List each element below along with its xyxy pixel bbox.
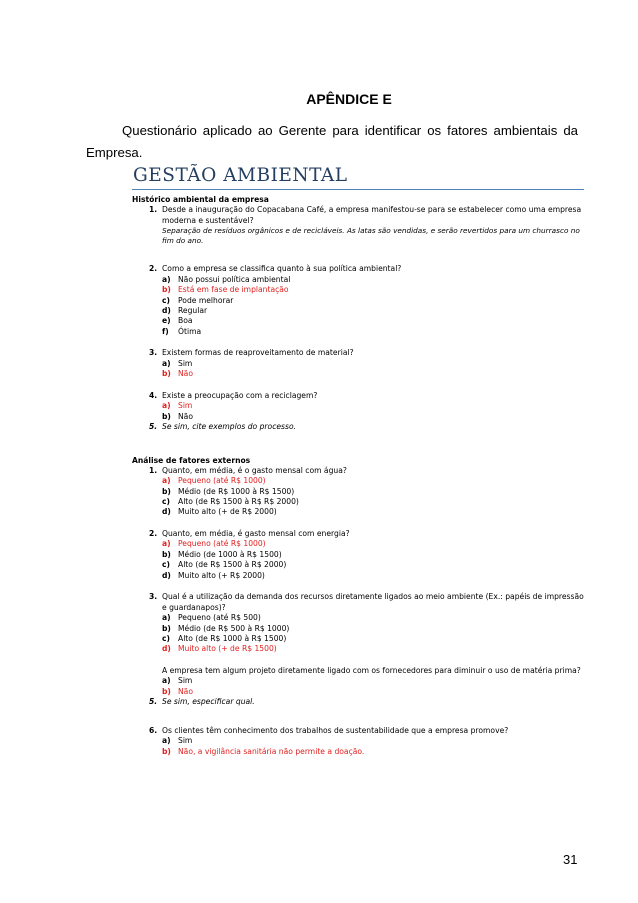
option-letter: f) bbox=[162, 326, 169, 336]
option-letter: d) bbox=[162, 570, 171, 580]
title-rule bbox=[132, 189, 584, 190]
question-number: 6. bbox=[149, 725, 158, 735]
question-number: 5. bbox=[149, 697, 158, 707]
answer-option bbox=[132, 316, 588, 326]
question-item bbox=[132, 466, 588, 477]
option-text: Não, a vigilância sanitária não permite a doação. bbox=[178, 746, 365, 756]
question-number: 1. bbox=[149, 465, 158, 475]
option-text: Não bbox=[178, 411, 193, 421]
question-item bbox=[132, 422, 588, 433]
question-item bbox=[132, 391, 588, 402]
question-item bbox=[132, 529, 588, 540]
answer-option bbox=[132, 747, 588, 757]
question-text: Desde a inauguração do Copacabana Café, a empresa manifestou-se para se estabelecer como uma empresa moderna e sustentável? bbox=[162, 205, 582, 225]
option-letter: b) bbox=[162, 285, 171, 295]
question-answer: Separação de resíduos orgânicos e de recicláveis. As latas são vendidas, e serão revertidos para um churrasco no fim do ano. bbox=[162, 226, 580, 246]
question-number: 3. bbox=[149, 592, 158, 602]
question-number: 4. bbox=[149, 390, 158, 400]
option-text: Boa bbox=[178, 316, 193, 326]
question-number: 5. bbox=[149, 422, 158, 432]
question-text: Como a empresa se classifica quanto à sua política ambiental? bbox=[162, 264, 402, 274]
option-list bbox=[132, 539, 588, 581]
answer-option bbox=[132, 644, 588, 654]
answer-option bbox=[132, 359, 588, 369]
option-text: Médio (de R$ 500 à R$ 1000) bbox=[178, 623, 290, 633]
answer-option bbox=[132, 487, 588, 497]
option-text: Regular bbox=[178, 306, 208, 315]
answer-option bbox=[132, 736, 588, 746]
section-heading-external: Análise de fatores externos bbox=[132, 455, 251, 465]
figure-title: GESTÃO AMBIENTAL bbox=[133, 165, 348, 186]
option-letter: c) bbox=[162, 295, 170, 305]
answer-option bbox=[132, 550, 588, 560]
option-text: Não bbox=[178, 369, 193, 379]
option-text: Alto (de R$ 1500 à R$ R$ 2000) bbox=[178, 497, 299, 507]
option-text: Médio (de R$ 1000 à R$ 1500) bbox=[178, 486, 295, 496]
option-letter: a) bbox=[162, 401, 171, 411]
question-text: Se sim, especificar qual. bbox=[162, 697, 255, 707]
option-text: Sim bbox=[178, 358, 193, 368]
option-text: Muito alto (+ de R$ 1500) bbox=[178, 644, 277, 654]
answer-option bbox=[132, 412, 588, 422]
answer-option bbox=[132, 497, 588, 507]
question-text: Os clientes têm conhecimento dos trabalhos de sustentabilidade que a empresa promove? bbox=[162, 725, 509, 735]
question-number: 3. bbox=[149, 348, 158, 358]
intro-paragraph: Questionário aplicado ao Gerente para identificar os fatores ambientais da Empresa. bbox=[86, 123, 578, 160]
answer-option bbox=[132, 676, 588, 686]
option-text: Sim bbox=[178, 736, 193, 746]
option-text: Médio (de 1000 à R$ 1500) bbox=[178, 549, 282, 559]
question-item bbox=[132, 697, 588, 708]
question-text: Qual é a utilização da demanda dos recursos diretamente ligados ao meio ambiente (Ex.: papéis de impressão e guardanapos)? bbox=[162, 592, 584, 612]
option-text: Pequeno (até R$ 1000) bbox=[178, 476, 266, 486]
option-letter: a) bbox=[162, 358, 171, 368]
page-number: 31 bbox=[563, 852, 578, 867]
question-text: Quanto, em média, é gasto mensal com energia? bbox=[162, 528, 350, 538]
option-letter: c) bbox=[162, 497, 170, 507]
option-letter: a) bbox=[162, 476, 171, 486]
option-letter: b) bbox=[162, 686, 171, 696]
option-list bbox=[132, 275, 588, 337]
option-list bbox=[132, 736, 588, 757]
option-letter: a) bbox=[162, 274, 171, 284]
option-text: Sim bbox=[178, 676, 193, 686]
page-title: APÊNDICE E bbox=[306, 91, 392, 107]
option-text: Muito alto (+ de R$ 2000) bbox=[178, 507, 277, 517]
answer-option bbox=[132, 296, 588, 306]
option-letter: b) bbox=[162, 623, 171, 633]
option-list bbox=[132, 401, 588, 422]
answer-option bbox=[132, 507, 588, 517]
section-heading-history: Histórico ambiental da empresa bbox=[132, 195, 269, 204]
option-text: Pequeno (até R$ 1000) bbox=[178, 539, 266, 549]
option-text: Ótima bbox=[178, 326, 202, 336]
question-number: 1. bbox=[149, 205, 158, 214]
option-text: Não possui política ambiental bbox=[178, 274, 291, 284]
option-letter: a) bbox=[162, 736, 171, 746]
option-text: Pode melhorar bbox=[178, 295, 234, 305]
question-text: Se sim, cite exemplos do processo. bbox=[162, 422, 297, 432]
question-text: A empresa tem algum projeto diretamente ligado com os fornecedores para diminuir o uso de matéria prima? bbox=[162, 665, 581, 675]
option-list bbox=[132, 359, 588, 380]
option-list bbox=[132, 613, 588, 655]
option-letter: a) bbox=[162, 613, 171, 623]
option-letter: b) bbox=[162, 549, 171, 559]
answer-option bbox=[132, 401, 588, 411]
option-text: Pequeno (até R$ 500) bbox=[178, 613, 261, 623]
option-text: Sim bbox=[178, 401, 193, 411]
option-letter: d) bbox=[162, 507, 171, 517]
option-letter: b) bbox=[162, 411, 171, 421]
questionnaire-figure bbox=[132, 164, 588, 757]
option-text: Muito alto (+ R$ 2000) bbox=[178, 570, 265, 580]
answer-option bbox=[132, 327, 588, 337]
option-list bbox=[132, 676, 588, 697]
answer-option bbox=[132, 571, 588, 581]
answer-option bbox=[132, 285, 588, 295]
question-text: Quanto, em média, é o gasto mensal com água? bbox=[162, 465, 347, 475]
option-letter: e) bbox=[162, 316, 171, 326]
option-list bbox=[132, 476, 588, 518]
option-letter: b) bbox=[162, 369, 171, 379]
option-letter: b) bbox=[162, 486, 171, 496]
question-item bbox=[132, 666, 588, 677]
option-text: Está em fase de implantação bbox=[178, 285, 289, 295]
option-letter: a) bbox=[162, 539, 171, 549]
question-number: 2. bbox=[149, 528, 158, 538]
answer-option bbox=[132, 613, 588, 623]
answer-option bbox=[132, 624, 588, 634]
answer-option bbox=[132, 275, 588, 285]
option-letter: b) bbox=[162, 746, 171, 756]
option-letter: a) bbox=[162, 676, 171, 686]
option-letter: c) bbox=[162, 560, 170, 570]
answer-option bbox=[132, 634, 588, 644]
answer-option bbox=[132, 476, 588, 486]
question-text: Existem formas de reaproveitamento de material? bbox=[162, 348, 354, 358]
answer-option bbox=[132, 539, 588, 549]
answer-option bbox=[132, 306, 588, 316]
question-item bbox=[132, 348, 588, 359]
answer-option bbox=[132, 560, 588, 570]
answer-option bbox=[132, 687, 588, 697]
question-item bbox=[132, 264, 588, 275]
option-letter: c) bbox=[162, 634, 170, 644]
question-item bbox=[132, 726, 588, 737]
option-letter: d) bbox=[162, 644, 171, 654]
option-text: Alto (de R$ 1500 à R$ 2000) bbox=[178, 560, 287, 570]
option-text: Alto (de R$ 1000 à R$ 1500) bbox=[178, 634, 287, 644]
question-item bbox=[132, 592, 588, 613]
option-letter: d) bbox=[162, 306, 171, 315]
question-number: 2. bbox=[149, 264, 158, 274]
question-item bbox=[132, 205, 588, 226]
answer-option bbox=[132, 369, 588, 379]
option-text: Não bbox=[178, 686, 193, 696]
question-text: Existe a preocupação com a reciclagem? bbox=[162, 390, 318, 400]
